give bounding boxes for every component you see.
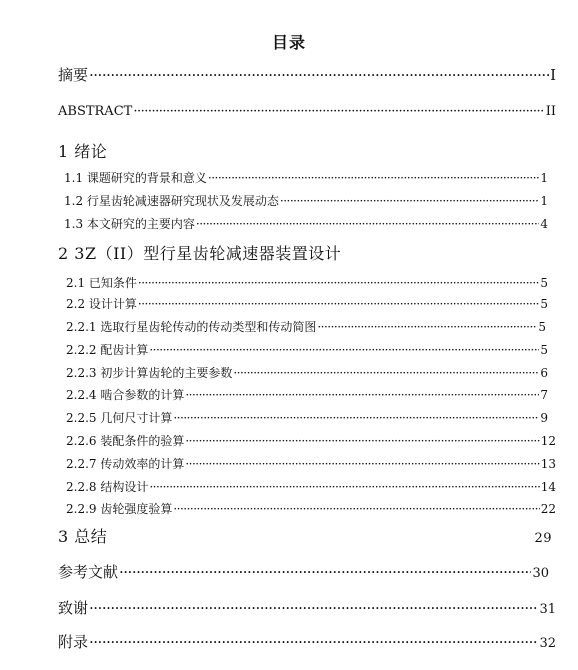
toc-entry-acknowledgements[interactable] — [58, 601, 556, 616]
dot-leader — [89, 68, 549, 83]
toc-entry-2-2-9[interactable] — [66, 503, 556, 515]
dot-leader — [208, 172, 539, 184]
toc-page-number: 13 — [540, 457, 556, 471]
toc-entry-2-2-7[interactable] — [66, 458, 556, 470]
toc-entry-label: 2.2.1 选取行星齿轮传动的传动类型和传动简图 — [66, 320, 317, 334]
dot-leader — [173, 503, 539, 515]
toc-entry-2-2-8[interactable] — [66, 481, 556, 493]
toc-entry-label: 附录 — [58, 633, 89, 651]
toc-entry-label: 2.1 已知条件 — [66, 276, 137, 290]
toc-page-number: 7 — [540, 388, 548, 402]
dot-leader — [185, 435, 539, 447]
dot-leader — [138, 298, 539, 310]
toc-page-number: II — [545, 104, 556, 119]
toc-entry-label: 参考文献 — [58, 563, 119, 581]
toc-entry-label: 致谢 — [58, 599, 89, 617]
toc-page-number: 5 — [540, 297, 548, 311]
toc-entry-label: ABSTRACT — [58, 104, 133, 119]
toc-entry-2-2-6[interactable] — [66, 435, 556, 447]
toc-entry-2-2-5[interactable] — [66, 412, 548, 424]
toc-entry-2-2-1[interactable] — [66, 321, 546, 333]
toc-entry-2-2-4[interactable] — [66, 389, 548, 401]
toc-entry-label: 1.3 本文研究的主要内容 — [64, 217, 195, 231]
dot-leader — [149, 344, 539, 356]
toc-page-number: 4 — [540, 217, 548, 231]
toc-entry-label: 2.2.9 齿轮强度验算 — [66, 502, 173, 516]
toc-entry-label: 摘要 — [58, 66, 89, 84]
toc-entry-abstract-cn[interactable] — [58, 68, 556, 83]
toc-entry-2-2-2[interactable] — [66, 344, 548, 356]
toc-entry-2-1[interactable] — [66, 277, 548, 289]
dot-leader — [185, 389, 539, 401]
toc-entry-2-2-3[interactable] — [66, 367, 548, 379]
dot-leader — [233, 367, 539, 379]
toc-page-number: 30 — [532, 566, 549, 581]
toc-page-number: 14 — [540, 480, 556, 494]
toc-entry-label: 2.2.6 装配条件的验算 — [66, 434, 185, 448]
toc-entry-label: 2.2.2 配齿计算 — [66, 343, 149, 357]
toc-entry-label: 2.2.3 初步计算齿轮的主要参数 — [66, 366, 233, 380]
dot-leader — [89, 601, 538, 616]
toc-chapter-1[interactable]: 1 绪论 — [58, 142, 108, 161]
toc-entry-label: 2.2.7 传动效率的计算 — [66, 457, 185, 471]
toc-entry-1-3[interactable] — [64, 218, 548, 230]
toc-chapter-2[interactable]: 2 3Z（II）型行星齿轮减速器装置设计 — [58, 244, 342, 263]
toc-entry-references[interactable] — [58, 565, 549, 580]
toc-page-number: 5 — [540, 276, 548, 290]
toc-page-number: 1 — [540, 194, 548, 208]
toc-entry-2-2[interactable] — [66, 298, 548, 310]
dot-leader — [317, 321, 537, 333]
toc-entry-label: 1.1 课题研究的背景和意义 — [64, 171, 207, 185]
dot-leader — [133, 105, 544, 118]
dot-leader — [138, 277, 539, 289]
dot-leader — [280, 195, 539, 207]
toc-entry-appendix[interactable] — [58, 635, 556, 650]
toc-page-number: 1 — [540, 171, 548, 185]
toc-page-number: 12 — [540, 434, 556, 448]
dot-leader — [89, 635, 538, 650]
toc-entry-1-2[interactable] — [64, 195, 548, 207]
toc-page-number: 29 — [534, 531, 552, 546]
toc-title: 目录 — [271, 33, 306, 52]
toc-entry-label: 2.2.4 啮合参数的计算 — [66, 388, 185, 402]
toc-page-number: 32 — [539, 636, 556, 651]
toc-page-number: 31 — [539, 602, 556, 617]
toc-page-number: 9 — [540, 411, 548, 425]
toc-page-number: I — [550, 66, 556, 84]
toc-entry-label: 2.2.8 结构设计 — [66, 480, 149, 494]
dot-leader — [119, 565, 531, 580]
toc-page-number: 5 — [540, 343, 548, 357]
toc-entry-label: 1.2 行星齿轮减速器研究现状及发展动态 — [64, 194, 279, 208]
toc-chapter-3[interactable] — [58, 529, 552, 545]
toc-page-number: 6 — [540, 366, 548, 380]
dot-leader — [149, 481, 539, 493]
toc-entry-label: 2.2.5 几何尺寸计算 — [66, 411, 173, 425]
dot-leader — [185, 458, 539, 470]
dot-leader — [196, 218, 539, 230]
toc-entry-label: 2.2 设计计算 — [66, 297, 137, 311]
toc-page-number: 22 — [540, 502, 556, 516]
toc-entry-label: 3 总结 — [58, 527, 108, 546]
toc-entry-abstract-en[interactable] — [58, 105, 556, 118]
dot-leader — [173, 412, 539, 424]
toc-entry-1-1[interactable] — [64, 172, 548, 184]
toc-page-number: 5 — [538, 320, 546, 334]
